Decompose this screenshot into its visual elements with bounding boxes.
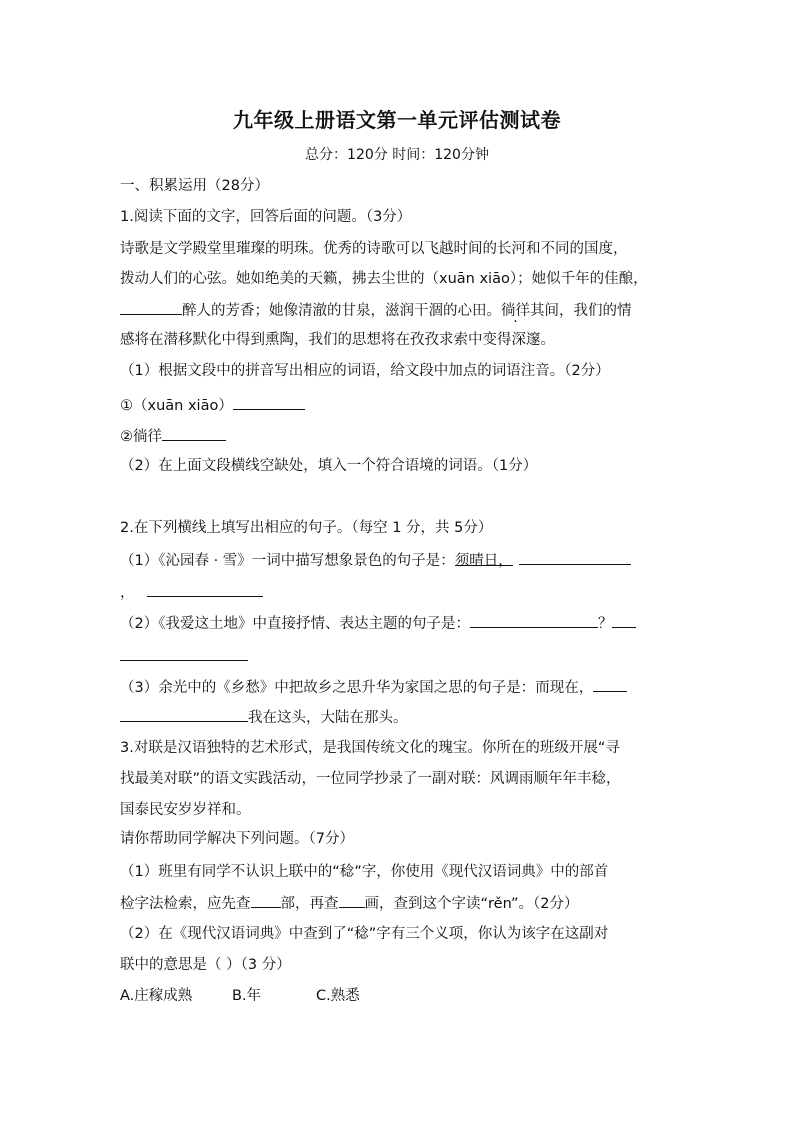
q3-sub1-line2: 检字法检索，应先查 部，再查 画，查到这个字读“rěn”。（2分） — [120, 893, 578, 914]
q1-passage-line1: 诗歌是文学殿堂里璀璨的明珠。优秀的诗歌可以飞越时间的长河和不同的国度， — [120, 241, 628, 257]
q2-sub1: （1）《沁园春 · 雪》一词中描写想象景色的句子是：须晴日， — [120, 550, 631, 571]
q1-sub2: （2）在上面文段横线空缺处，填入一个符合语境的词语。（1分） — [120, 458, 538, 474]
answer-blank[interactable] — [162, 426, 226, 441]
q1-passage-line3: 醉人的芳香；她像清澈的甘泉，滋润干涸的心田。徜徉其间，我们的情 — [120, 300, 632, 321]
q3-stem-line3: 国泰民安岁岁祥和。 — [120, 802, 251, 818]
q2-sub2: （2）《我爱这土地》中直接抒情、表达主题的句子是： ？ — [120, 613, 636, 634]
answer-blank[interactable] — [120, 646, 248, 661]
q2-stem: 2.在下列横线上填写出相应的句子。（每空 1 分，共 5分） — [120, 520, 493, 536]
exam-info: 总分：120分 时间：120分钟 — [305, 147, 489, 163]
blank-line[interactable] — [120, 300, 182, 315]
q3-prompt: 请你帮助同学解决下列问题。（7分） — [120, 831, 354, 847]
answer-blank[interactable] — [120, 707, 248, 722]
q3-sub2-line2: 联中的意思是（ ）（3 分） — [120, 957, 291, 973]
q3-stem-line2: 找最美对联”的语文实践活动，一位同学抄录了一副对联：风调雨顺年年丰稔， — [120, 771, 621, 787]
q2-sub3-cont: 我在这头，大陆在那头。 — [120, 707, 408, 728]
q1-sub1-item-a: ①（xuān xiāo） — [120, 395, 305, 416]
answer-blank[interactable] — [519, 550, 631, 565]
answer-blank[interactable] — [470, 613, 598, 628]
q1-sub1: （1）根据文段中的拼音写出相应的词语，给文段中加点的词语注音。（2分） — [120, 363, 610, 379]
answer-blank[interactable] — [147, 582, 263, 597]
q1-passage-line4: 感将在潜移默化中得到熏陶，我们的思想将在孜孜求索中变得深邃。 — [120, 332, 555, 348]
q2-sub3: （3）余光中的《乡愁》中把故乡之思升华为家国之思的句子是：而现在， — [120, 677, 627, 698]
dotted-word: 徜徉 — [501, 303, 530, 319]
q3-sub2-line1: （2）在《现代汉语词典》中查到了“稔”字有三个义项，你认为该字在这副对 — [120, 926, 609, 942]
q2-sub2-cont — [120, 646, 248, 667]
option-b[interactable]: B.年 — [232, 988, 262, 1004]
answer-blank[interactable]: 须晴日， — [454, 553, 513, 569]
q1-sub1-item-b: ②徜徉 — [120, 426, 226, 447]
answer-blank[interactable] — [339, 893, 365, 908]
section-heading: 一、积累运用（28分） — [120, 178, 269, 194]
answer-blank[interactable] — [612, 613, 636, 628]
answer-blank[interactable] — [593, 677, 627, 692]
q3-options — [120, 986, 360, 1006]
q3-stem-line1: 3.对联是汉语独特的艺术形式，是我国传统文化的瑰宝。你所在的班级开展“寻 — [120, 740, 620, 756]
q1-passage-line2: 拨动人们的心弦。她如绝美的天籁，拂去尘世的（xuān xiāo）；她似千年的佳酿， — [120, 271, 648, 287]
answer-blank[interactable] — [233, 395, 305, 410]
q2-sub1-cont: ， — [120, 582, 263, 603]
q1-stem: 1.阅读下面的文字，回答后面的问题。（3分） — [120, 209, 412, 225]
q3-sub1-line1: （1）班里有同学不认识上联中的“稔”字，你使用《现代汉语词典》中的部首 — [120, 864, 609, 880]
page-title: 九年级上册语文第一单元评估测试卷 — [233, 108, 561, 132]
answer-blank[interactable] — [251, 893, 281, 908]
option-c[interactable]: C.熟悉 — [316, 988, 360, 1004]
option-a[interactable]: A.庄稼成熟 — [120, 988, 193, 1004]
